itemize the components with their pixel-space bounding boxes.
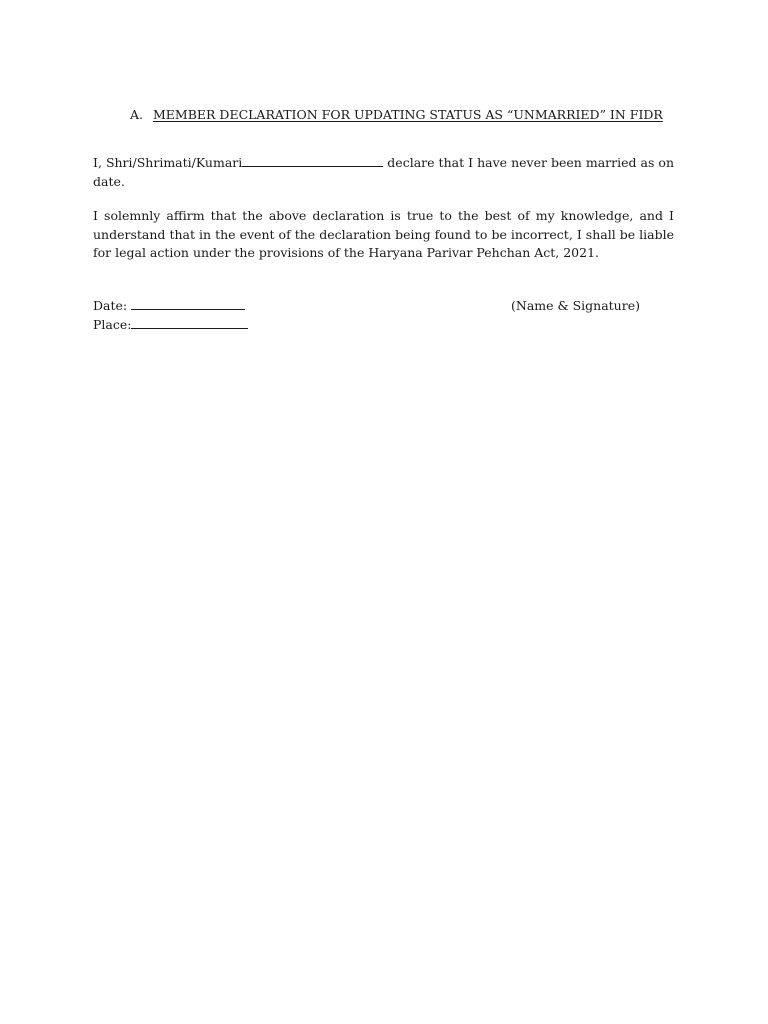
section-title: MEMBER DECLARATION FOR UPDATING STATUS AS “UNMARRIED” IN FIDR — [153, 107, 663, 122]
name-blank-line — [242, 154, 383, 167]
affirmation-paragraph: I solemnly affirm that the above declaration is true to the best of my knowledge, and I understand that in the event of the declaration being found to be incorrect, I shall be liable for legal action under the provisions of the Haryana Parivar Pehchan Act, 2021. — [93, 208, 674, 260]
section-marker: A. — [130, 107, 144, 122]
declaration-paragraph — [93, 154, 674, 191]
place-label: Place: — [93, 316, 132, 332]
date-line — [93, 297, 248, 316]
declaration-prefix: I, Shri/Shrimati/Kumari — [93, 155, 243, 170]
date-blank-line — [131, 297, 245, 310]
date-label: Date: — [93, 298, 132, 313]
place-blank-line — [131, 316, 248, 329]
signature-label: (Name & Signature) — [511, 298, 640, 313]
place-line — [93, 316, 248, 335]
declaration-suffix: declare that I have never been married as on date. — [93, 155, 675, 189]
date-place-block — [93, 297, 248, 334]
